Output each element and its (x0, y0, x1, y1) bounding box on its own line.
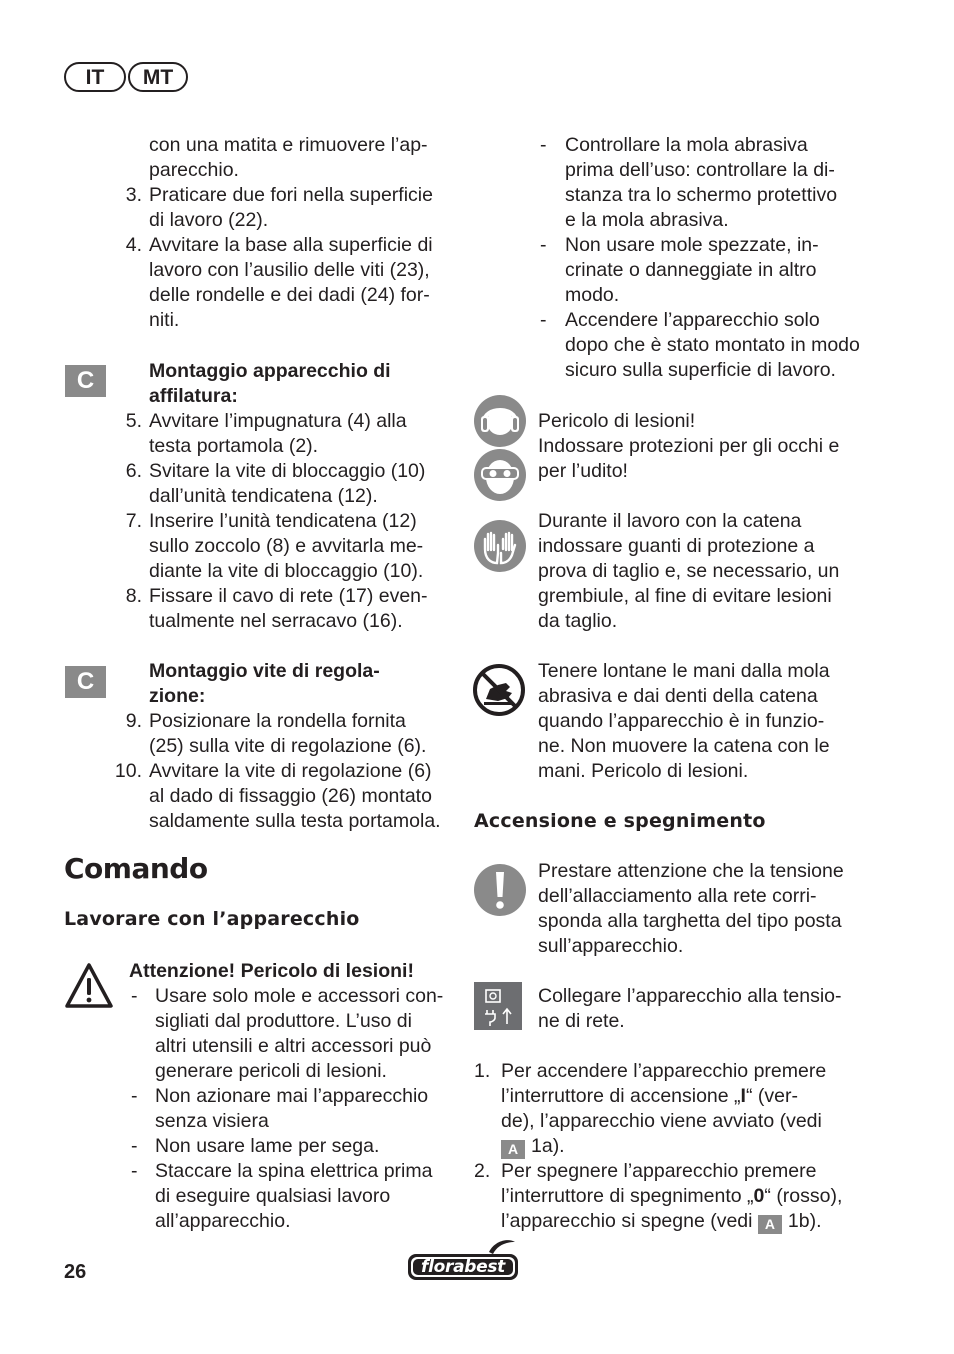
intro-text (149, 133, 428, 183)
text-line: Montaggio apparecchio di (149, 360, 391, 382)
step-number: 3. (125, 184, 142, 206)
text-line: sull’apparecchio. (538, 935, 684, 957)
eye-protection-icon (473, 448, 527, 502)
gloves-text (538, 509, 839, 634)
warning-item (155, 1159, 432, 1234)
bullet-dash: - (131, 985, 138, 1007)
text-line: prova di taglio e, se necessario, un (538, 560, 840, 582)
exclamation-icon (473, 863, 527, 917)
text-line: sicuro sulla superficie di lavoro. (565, 359, 836, 381)
text-line: zione: (149, 685, 206, 707)
text-line: dall’unità tendicatena (12). (149, 485, 378, 507)
text-line (501, 1209, 842, 1234)
step-number: 9. (125, 710, 142, 732)
text-line: Staccare la spina elettrica prima (155, 1160, 433, 1182)
warning-item (155, 1084, 428, 1134)
warning-item (155, 1134, 379, 1159)
text-line (501, 1084, 826, 1109)
text-line: saldamente sulla testa portamola. (149, 810, 441, 832)
text-span: “ (ver- (745, 1085, 798, 1107)
text-line (501, 1134, 826, 1159)
text-line: Usare solo mole e accessori con- (155, 985, 444, 1007)
main-heading: Comando (64, 852, 208, 885)
check-item (565, 308, 860, 383)
text-line: dopo che è stato montato in modo (565, 334, 860, 356)
text-line: altri utensili e altri accessori può (155, 1035, 432, 1057)
step-text (149, 409, 407, 459)
text-line: crinate o danneggiate in altro (565, 259, 817, 281)
text-line: Durante il lavoro con la catena (538, 510, 802, 532)
step-text (149, 584, 428, 634)
text-line: Montaggio vite di regola- (149, 660, 380, 682)
warning-triangle-icon (64, 962, 114, 1010)
no-hands-icon (472, 663, 526, 717)
text-line: Prestare attenzione che la tensione (538, 860, 844, 882)
text-line: sponda alla targhetta del tipo posta (538, 910, 842, 932)
text-line: parecchio. (149, 159, 239, 181)
page-number: 26 (64, 1261, 87, 1283)
text-line: Posizionare la rondella fornita (149, 710, 406, 732)
text-line: abrasiva e dai denti della catena (538, 685, 818, 707)
section-heading (149, 659, 380, 709)
text-line: Per spegnere l’apparecchio premere (501, 1160, 817, 1182)
text-line: con una matita e rimuovere l’ap- (149, 134, 428, 156)
text-line: Accendere l’apparecchio solo (565, 309, 820, 331)
plug-text (538, 984, 842, 1034)
text-line (501, 1184, 842, 1209)
text-line: modo. (565, 284, 620, 306)
text-line: senza visiera (155, 1110, 269, 1132)
text-line: Avvitare la vite di regolazione (6) (149, 760, 432, 782)
text-line: sigliati dal produttore. L’uso di (155, 1010, 412, 1032)
step-number: 10. (114, 760, 142, 782)
text-span: l’interruttore di accensione „ (501, 1085, 741, 1107)
step-number: 7. (125, 510, 142, 532)
text-span: 1b). (787, 1210, 822, 1232)
text-line: stanza tra lo schermo protettivo (565, 184, 838, 206)
step-number: 4. (125, 234, 142, 256)
text-span: l’apparecchio si spegne (vedi (501, 1210, 758, 1232)
step-text (149, 459, 425, 509)
gloves-icon (473, 519, 527, 573)
text-line: dell’allacciamento alla rete corri- (538, 885, 817, 907)
text-line: Avvitare l’impugnatura (4) alla (149, 410, 407, 432)
bullet-dash: - (540, 234, 547, 256)
text-line: Tenere lontane le mani dalla mola (538, 660, 830, 682)
text-line: indossare guanti di protezione a (538, 535, 815, 557)
text-span: l’interruttore di spegnimento „ (501, 1185, 754, 1207)
step-number: 6. (125, 460, 142, 482)
text-line: Praticare due fori nella superficie (149, 184, 433, 206)
logo-text: florabest (420, 1257, 505, 1277)
text-line: all’apparecchio. (155, 1210, 291, 1232)
text-line: Per accendere l’apparecchio premere (501, 1060, 827, 1082)
figure-marker-c: C (65, 666, 106, 698)
text-line: da taglio. (538, 610, 618, 632)
step-text (149, 759, 441, 834)
text-line: de), l’apparecchio viene avviato (vedi (501, 1110, 822, 1132)
warning-item (155, 984, 443, 1084)
text-line: affilatura: (149, 385, 238, 407)
text-line: al dado di fissaggio (26) montato (149, 785, 432, 807)
text-line: e la mola abrasiva. (565, 209, 729, 231)
text-line: Fissare il cavo di rete (17) even- (149, 585, 428, 607)
text-line: tualmente nel serracavo (16). (149, 610, 403, 632)
text-line: Collegare l’apparecchio alla tensio- (538, 985, 842, 1007)
text-line: Non azionare mai l’apparecchio (155, 1085, 429, 1107)
text-line: diante la vite di bloccaggio (10). (149, 560, 424, 582)
plug-voltage-icon (474, 982, 522, 1030)
lang-badge-mt: MT (128, 62, 188, 92)
bullet-dash: - (131, 1160, 138, 1182)
text-line: grembiule, al fine di evitare lesioni (538, 585, 832, 607)
switch-symbol-off: 0 (753, 1185, 765, 1207)
text-line: mani. Pericolo di lesioni. (538, 760, 749, 782)
step-text (149, 509, 423, 584)
step-text (501, 1059, 826, 1159)
figure-ref-a: A (758, 1215, 782, 1234)
step-text (149, 183, 433, 233)
text-line: lavoro con l’ausilio delle viti (23), (149, 259, 430, 281)
protection-text (538, 409, 839, 484)
text-line: Non usare lame per sega. (155, 1135, 380, 1157)
text-line: di eseguire qualsiasi lavoro (155, 1185, 391, 1207)
figure-ref-a: A (501, 1140, 525, 1159)
bullet-dash: - (131, 1135, 138, 1157)
sub-heading: Lavorare con l’apparecchio (64, 908, 360, 930)
section-heading (149, 359, 391, 409)
ear-protection-icon (473, 394, 527, 448)
text-line: delle rondelle e dei dadi (24) for- (149, 284, 430, 306)
text-line: (25) sulla vite di regolazione (6). (149, 735, 427, 757)
text-line: Svitare la vite di bloccaggio (10) (149, 460, 426, 482)
text-span: 1a). (531, 1135, 565, 1157)
text-line: Pericolo di lesioni! (538, 410, 696, 432)
text-line: di lavoro (22). (149, 209, 269, 231)
check-item (565, 233, 819, 308)
step-number: 5. (125, 410, 142, 432)
hands-text (538, 659, 830, 784)
lang-badge-it: IT (64, 62, 126, 92)
step-number: 2. (474, 1160, 491, 1182)
text-line: Inserire l’unità tendicatena (12) (149, 510, 417, 532)
bullet-dash: - (540, 309, 547, 331)
text-line: Indossare protezioni per gli occhi e (538, 435, 840, 457)
text-line: sullo zoccolo (8) e avvitarla me- (149, 535, 424, 557)
step-text (149, 233, 433, 333)
text-line: Controllare la mola abrasiva (565, 134, 808, 156)
text-line: Non usare mole spezzate, in- (565, 234, 819, 256)
text-line: ne. Non muovere la catena con le (538, 735, 830, 757)
bullet-dash: - (540, 134, 547, 156)
warning-title: Attenzione! Pericolo di lesioni! (129, 960, 414, 982)
step-text (501, 1159, 842, 1234)
bullet-dash: - (131, 1085, 138, 1107)
text-line: ne di rete. (538, 1010, 625, 1032)
text-line: prima dell’uso: controllare la di- (565, 159, 835, 181)
step-text (149, 709, 426, 759)
step-number: 8. (125, 585, 142, 607)
text-line: testa portamola (2). (149, 435, 319, 457)
text-line: per l’udito! (538, 460, 628, 482)
switch-symbol-on: I (740, 1085, 746, 1107)
text-line: niti. (149, 309, 180, 331)
section-heading-accensione: Accensione e spegnimento (474, 810, 766, 832)
text-line: quando l’apparecchio è in funzio- (538, 710, 825, 732)
text-line: generare pericoli di lesioni. (155, 1060, 387, 1082)
text-span: “ (rosso), (764, 1185, 843, 1207)
figure-marker-c: C (65, 365, 106, 397)
check-item (565, 133, 837, 233)
text-line: Avvitare la base alla superficie di (149, 234, 433, 256)
voltage-text (538, 859, 844, 959)
step-number: 1. (474, 1060, 491, 1082)
